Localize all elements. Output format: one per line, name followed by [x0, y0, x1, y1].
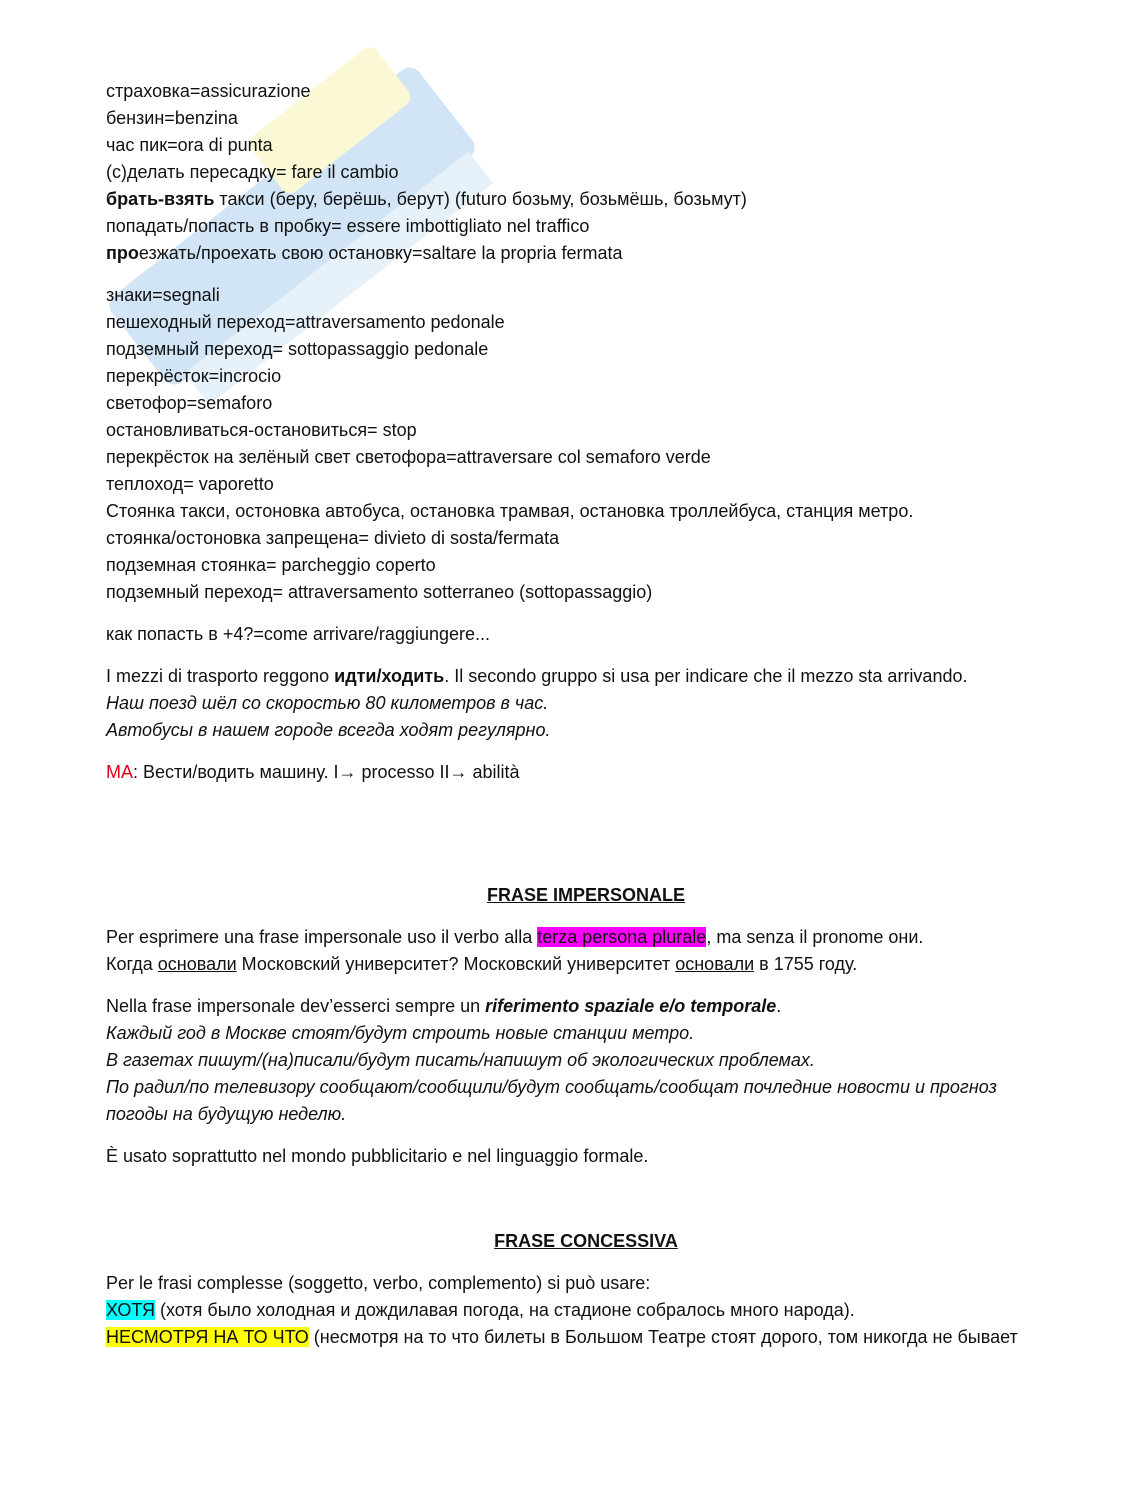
vocab-line: попадать/попасть в пробку= essere imbottigliato nel traffico — [106, 216, 590, 236]
vocab-text: езжать/проехать свою остановку=saltare la propria fermata — [138, 243, 623, 263]
bold-verbs: идти/ходить — [334, 666, 445, 686]
impersonal-intro — [106, 924, 1066, 951]
highlight-khotya: ХОТЯ — [106, 1300, 156, 1320]
example-text: Наш поезд шёл со скоростью 80 километров в час. — [106, 693, 549, 713]
vocab-line: Стоянка такси, остоновка автобуса, остановка трамвая, остановка троллейбуса, станция метро. — [106, 501, 914, 521]
example-sentence — [106, 1047, 1066, 1074]
vocab-line: пешеходный переход=attraversamento pedonale — [106, 312, 505, 332]
vocab-text: такси (беру, берёшь, берут) (futuro бозьму, бозьмёшь, бозьмут) — [214, 189, 747, 209]
rule-text: Nella frase impersonale dev’esserci sempre un — [106, 996, 486, 1016]
how-to-get-line: как попасть в +4?=come arrivare/raggiungere... — [106, 624, 491, 644]
concessive-intro: Per le frasi complesse (soggetto, verbo, complemento) si può usare: — [106, 1273, 651, 1293]
vocab-line: светофор=semaforo — [106, 393, 273, 413]
vocab-line: перекрёсток=incrocio — [106, 366, 282, 386]
item-text: (несмотря на то что билеты в Большом Театре стоят дорого, том никогда не бывает — [308, 1327, 1018, 1347]
rule-text: . — [776, 996, 782, 1016]
vocab-line: перекрёсток на зелёный свет светофора=attraversare col semaforo verde — [106, 447, 711, 467]
impersonal-usage: È usato soprattutto nel mondo pubblicitario e nel linguaggio formale. — [106, 1146, 649, 1166]
vocab-line-take-taxi — [106, 186, 1066, 213]
ma-note — [106, 759, 1066, 786]
vocab-line: теплоход= vaporetto — [106, 474, 274, 494]
section-heading-impersonal: FRASE IMPERSONALE — [486, 885, 686, 905]
example-text: В газетах пишут/(на)писали/будут писать/напишут об экологических проблемах. — [106, 1050, 815, 1070]
vocab-line-skip-stop — [106, 240, 1066, 267]
example-sentence — [106, 1101, 1066, 1128]
rule-text: I mezzi di trasporto reggono — [106, 666, 335, 686]
item-text: (хотя было холодная и дождилавая погода, на стадионе собралось много народа). — [155, 1300, 855, 1320]
example-sentence — [106, 690, 1066, 717]
example-text: По радил/по телевизору сообщают/сообщили/будут сообщать/сообщат почледние новости и прогноз — [106, 1077, 997, 1097]
bold-prefix: про — [106, 243, 139, 263]
vocab-line: стоянка/остоновка запрещена= divieto di sosta/fermata — [106, 528, 560, 548]
example-text: Каждый год в Москве стоят/будут строить новые станции метро. — [106, 1023, 695, 1043]
intro-text: , ma senza il pronome они. — [706, 927, 924, 947]
impersonal-example — [106, 951, 1066, 978]
underlined-verb: основали — [675, 954, 755, 974]
vocab-line: подземный переход= sottopassaggio pedonale — [106, 339, 489, 359]
vocab-line: (с)делать пересадку= fare il cambio — [106, 162, 399, 182]
example-sentence — [106, 717, 1066, 744]
bold-italic-term: riferimento spaziale e/o temporale — [485, 996, 777, 1016]
section-heading-concessive: FRASE CONCESSIVA — [494, 1231, 678, 1251]
concessive-item-khotya — [106, 1297, 1066, 1324]
example-text: в 1755 году. — [754, 954, 858, 974]
highlight-terza-persona: terza persona plurale — [537, 927, 707, 947]
bold-verb: брать-взять — [106, 189, 215, 209]
concessive-item-nesmotrya — [106, 1324, 1066, 1351]
vocab-line: подземная стоянка= parcheggio coperto — [106, 555, 436, 575]
note-text: : Вести/водить машину. I→ processo II→ abilità — [133, 762, 520, 782]
example-text: Автобусы в нашем городе всегда ходят регулярно. — [106, 720, 551, 740]
ma-label: MA — [106, 762, 133, 782]
example-sentence — [106, 1020, 1066, 1047]
underlined-verb: основали — [157, 954, 237, 974]
vocab-line: подземный переход= attraversamento sotterraneo (sottopassaggio) — [106, 582, 653, 602]
rule-text: . Il secondo gruppo si usa per indicare che il mezzo sta arrivando. — [444, 666, 968, 686]
vocab-line: знаки=segnali — [106, 285, 220, 305]
example-text: Московский университет? Московский университет — [236, 954, 676, 974]
example-text: Когда — [106, 954, 158, 974]
document-body — [106, 78, 1066, 1351]
impersonal-rule — [106, 993, 1066, 1020]
vocab-line: бензин=benzina — [106, 108, 238, 128]
vocab-line: страховка=assicurazione — [106, 81, 311, 101]
transport-rule — [106, 663, 1066, 690]
intro-text: Per esprimere una frase impersonale uso il verbo alla — [106, 927, 538, 947]
vocab-line: остановливаться-остановиться= stop — [106, 420, 417, 440]
vocab-line: час пик=ora di punta — [106, 135, 273, 155]
highlight-nesmotrya: НЕСМОТРЯ НА ТО ЧТО — [106, 1327, 309, 1347]
example-text: погоды на будущую неделю. — [106, 1104, 347, 1124]
example-sentence — [106, 1074, 1066, 1101]
